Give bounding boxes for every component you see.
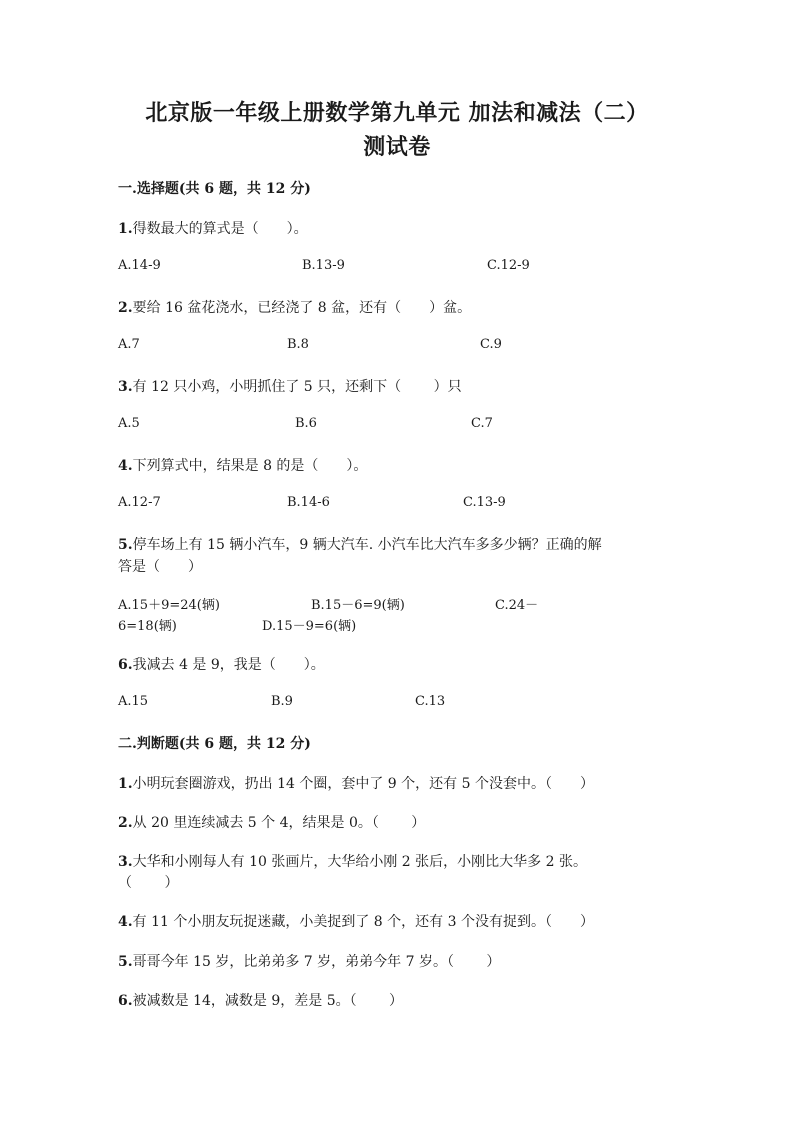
question-number: 5. [118,954,133,970]
judgement-4 [118,911,594,931]
question-text: 得数最大的算式是（ ）。 [132,221,308,237]
question-number: 6. [118,993,133,1009]
question-2 [118,297,471,317]
option-a: A.5 [118,416,140,431]
option-b: B.9 [271,694,293,709]
option-a: A.15＋9=24(辆) [118,598,220,613]
option-c: C.9 [480,337,502,352]
option-b: B.13-9 [302,258,345,273]
question-text: 我减去 4 是 9，我是（ ）。 [132,657,325,673]
question-text: 从 20 里连续减去 5 个 4，结果是 0。（ ） [132,815,426,831]
judgement-6 [118,990,403,1010]
question-4 [118,455,367,475]
question-text: 小明玩套圈游戏，扔出 14 个圈，套中了 9 个，还有 5 个没套中。（ ） [132,776,594,792]
option-c: C.13 [415,694,446,709]
option-c: C.7 [471,416,493,431]
option-c: C.24－ [495,598,539,613]
question-number: 1. [118,221,133,237]
question-text: 停车场上有 15 辆小汽车，9 辆大汽车. 小汽车比大汽车多多少辆？正确的解 [132,537,602,553]
question-text: 下列算式中，结果是 8 的是（ ）。 [132,458,368,474]
question-number: 1. [118,776,133,792]
judgement-3-continued: （ ） [118,875,179,891]
question-1 [118,218,308,238]
option-a: A.12-7 [118,495,161,510]
option-a: A.15 [118,694,149,709]
question-number: 6. [118,657,133,673]
judgement-2 [118,812,425,832]
option-a: A.14-9 [118,258,161,273]
judgement-1 [118,773,594,793]
question-number: 3. [118,854,133,870]
judgement-5 [118,951,500,971]
question-6 [118,654,325,674]
option-b: B.15－6=9(辆) [311,598,405,613]
option-c: C.12-9 [487,258,530,273]
question-5-continued: 答是（ ） [118,559,202,575]
option-a: A.7 [118,337,140,352]
option-b: B.8 [287,337,309,352]
page-subtitle: 测试卷 [363,134,431,160]
question-number: 5. [118,537,133,553]
question-number: 4. [118,458,133,474]
question-text: 要给 16 盆花浇水，已经浇了 8 盆，还有（ ）盆。 [132,300,472,316]
question-text: 有 11 个小朋友玩捉迷藏，小美捉到了 8 个，还有 3 个没有捉到。（ ） [132,914,594,930]
option-b: B.6 [295,416,317,431]
question-text: 大华和小刚每人有 10 张画片，大华给小刚 2 张后，小刚比大华多 2 张。 [132,854,587,870]
question-number: 3. [118,379,133,395]
option-b: B.14-6 [287,495,330,510]
option-c: C.13-9 [463,495,506,510]
question-text: 被减数是 14，减数是 9，差是 5。（ ） [132,993,404,1009]
option-d: D.15－9=6(辆) [262,619,357,634]
section-heading-choice: 一.选择题(共 6 题，共 12 分) [118,181,311,197]
question-text: 哥哥今年 15 岁，比弟弟多 7 岁，弟弟今年 7 岁。（ ） [132,954,501,970]
question-3 [118,376,462,396]
question-number: 2. [118,300,133,316]
option-c-continued: 6=18(辆) [118,619,177,634]
section-heading-judgement: 二.判断题(共 6 题，共 12 分) [118,736,311,752]
question-text: 有 12 只小鸡，小明抓住了 5 只，还剩下（ ）只 [132,379,462,395]
page-title: 北京版一年级上册数学第九单元 加法和减法（二） [145,100,649,126]
question-number: 4. [118,914,133,930]
question-5 [118,534,602,554]
question-number: 2. [118,815,133,831]
judgement-3 [118,851,587,871]
